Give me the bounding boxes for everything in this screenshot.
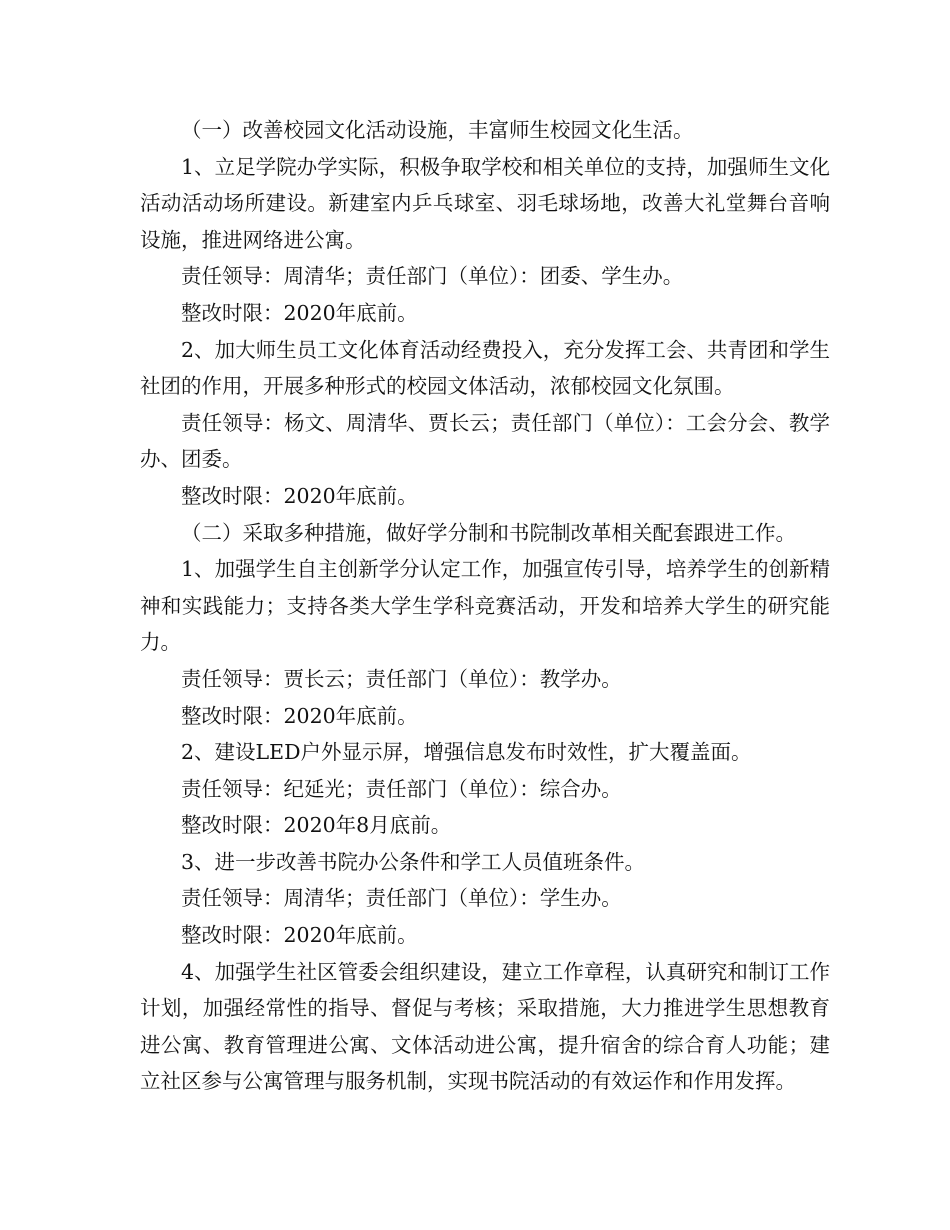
- item-2-1-responsibility: 责任领导：贾长云；责任部门（单位）：教学办。: [181, 666, 622, 691]
- item-1-2-deadline: 整改时限：2020年底前。: [181, 483, 418, 508]
- section-heading-2: （二）采取多种措施，做好学分制和书院制改革相关配套跟进工作。: [181, 520, 796, 545]
- item-2-2-text: 2、建设LED户外显示屏，增强信息发布时效性，扩大覆盖面。: [181, 740, 752, 765]
- item-1-1-text: 1、立足学院办学实际，积极争取学校和相关单位的支持，加强师生文化活动活动场所建设。新建室内乒乓球室、羽毛球场地，改善大礼堂舞台音响设施，推进网络进公寓。: [140, 154, 830, 252]
- item-1-2-responsibility: 责任领导：杨文、周清华、贾长云；责任部门（单位）：工会分会、教学办、团委。: [140, 410, 830, 472]
- item-2-4-text: 4、加强学生社区管委会组织建设，建立工作章程，认真研究和制订工作计划，加强经常性的指导、督促与考核；采取措施，大力推进学生思想教育进公寓、教育管理进公寓、文体活动进公寓，提升宿舍的综合育人功能；建立社区参与公寓管理与服务机制，实现书院活动的有效运作和作用发挥。: [140, 959, 830, 1094]
- item-1-1-deadline: 整改时限：2020年底前。: [181, 300, 418, 325]
- item-2-1-text: 1、加强学生自主创新学分认定工作，加强宣传引导，培养学生的创新精神和实践能力；支持各类大学生学科竞赛活动，开发和培养大学生的研究能力。: [140, 557, 830, 655]
- item-2-2-deadline: 整改时限：2020年8月底前。: [181, 813, 452, 838]
- item-2-3-text: 3、进一步改善书院办公条件和学工人员值班条件。: [181, 849, 646, 874]
- item-2-3-deadline: 整改时限：2020年底前。: [181, 923, 418, 948]
- item-2-3-responsibility: 责任领导：周清华；责任部门（单位）：学生办。: [181, 886, 622, 911]
- item-2-2-responsibility: 责任领导：纪延光；责任部门（单位）：综合办。: [181, 776, 622, 801]
- item-1-2-text: 2、加大师生员工文化体育活动经费投入，充分发挥工会、共青团和学生社团的作用，开展多种形式的校园文体活动，浓郁校园文化氛围。: [140, 337, 830, 399]
- document-body: [140, 112, 830, 1100]
- section-heading-1: （一）改善校园文化活动设施，丰富师生校园文化生活。: [181, 118, 694, 142]
- item-2-1-deadline: 整改时限：2020年底前。: [181, 703, 418, 728]
- item-1-1-responsibility: 责任领导：周清华；责任部门（单位）：团委、学生办。: [181, 264, 684, 289]
